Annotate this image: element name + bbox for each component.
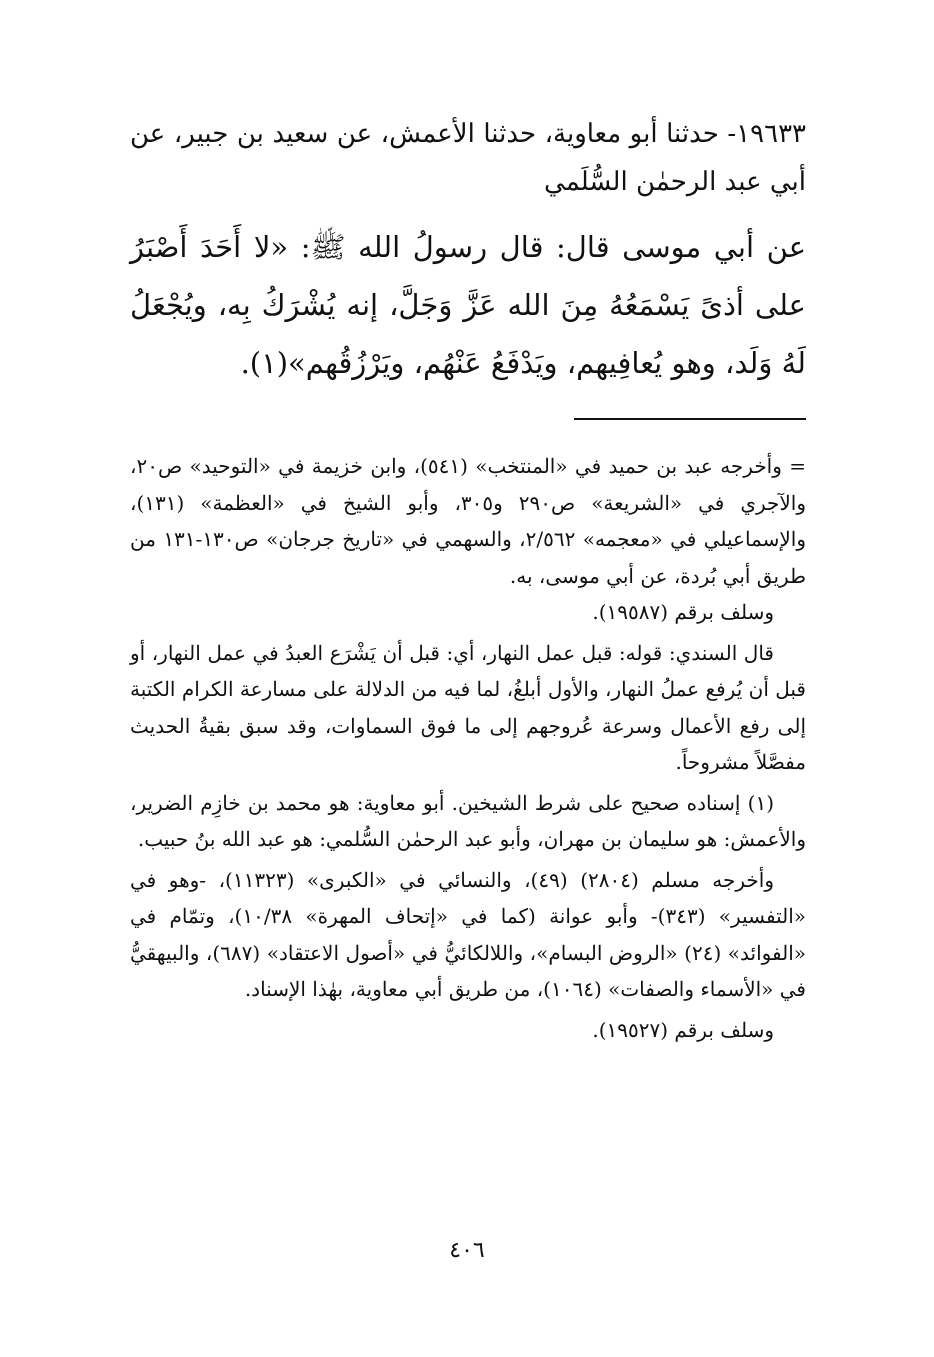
- footnote-paragraph: قال السندي: قوله: قبل عمل النهار، أي: قبل أن يَشْرَع العبدُ في عمل النهار، أو قبل أن يُرفع عملُ النهار، والأول أبلغُ، لما فيه من الدلالة على مسارعة الكرام الكتبة إلى رفع الأعمال وسرعة عُروجهم إلى ما فوق السماوات، وقد سبق بقيةُ الحديث مفصَّلاً مشروحاً.: [130, 640, 806, 774]
- footnote-paragraph: وأخرجه مسلم (٢٨٠٤) (٤٩)، والنسائي في «الكبرى» (١١٣٢٣)، -وهو في «التفسير» (٣٤٣)- وأبو عوانة (كما في «إتحاف المهرة» ١٠/٣٨)، وتمّام في «الفوائد» (٢٤) «الروض البسام»، واللالكائيُّ في «أصول الاعتقاد» (٦٨٧)، والبيهقيُّ في «الأسماء والصفات» (١٠٦٤)، من طريق أبي معاوية، بهٰذا الإسناد.: [130, 867, 807, 1001]
- footnote-continuation: = وأخرجه عبد بن حميد في «المنتخب» (٥٤١)، وابن خزيمة في «التوحيد» ص٢٠، والآجري في «الشريعة» ص٢٩٠ و٣٠٥، وأبو الشيخ في «العظمة» (١٣١)، والإسماعيلي في «معجمه» ٢/٥٦٢، والسهمي في «تاريخ جرجان» ص١٣٠-١٣١ من طريق أبي بُردة، عن أبي موسى، به.: [130, 454, 806, 588]
- hadith-isnad: ١٩٦٣٣- حدثنا أبو معاوية، حدثنا الأعمش، عن سعيد بن جبير، عن أبي عبد الرحمٰن السُّلَمي: [130, 119, 806, 197]
- footnote-paragraph: وسلف برقم (١٩٥٢٧).: [592, 1017, 774, 1042]
- footnote-1: (١) إسناده صحيح على شرط الشيخين. أبو معاوية: هو محمد بن خازِم الضرير، والأعمش: هو سليمان بن مهران، وأبو عبد الرحمٰن السُّلمي: هو عبد الله بنُ حبيب.: [130, 790, 806, 851]
- footnote-separator: [574, 418, 806, 420]
- footnotes: [130, 448, 806, 1052]
- page-number: ٤٠٦: [449, 1238, 485, 1263]
- footnote-paragraph: وسلف برقم (١٩٥٨٧).: [592, 600, 774, 624]
- hadith-matn: عن أبي موسى قال: قال رسولُ الله ﷺ: «لا أَحَدَ أَصْبَرُ على أذىً يَسْمَعُهُ مِنَ الله عَزَّ وَجَلَّ، إنه يُشْرَكُ بِه، ويُجْعَلُ لَهُ وَلَد، وهو يُعافِيهم، ويَدْفَعُ عَنْهُم، ويَرْزُقُهم»(١).: [130, 230, 806, 380]
- hadith-block: [130, 110, 806, 392]
